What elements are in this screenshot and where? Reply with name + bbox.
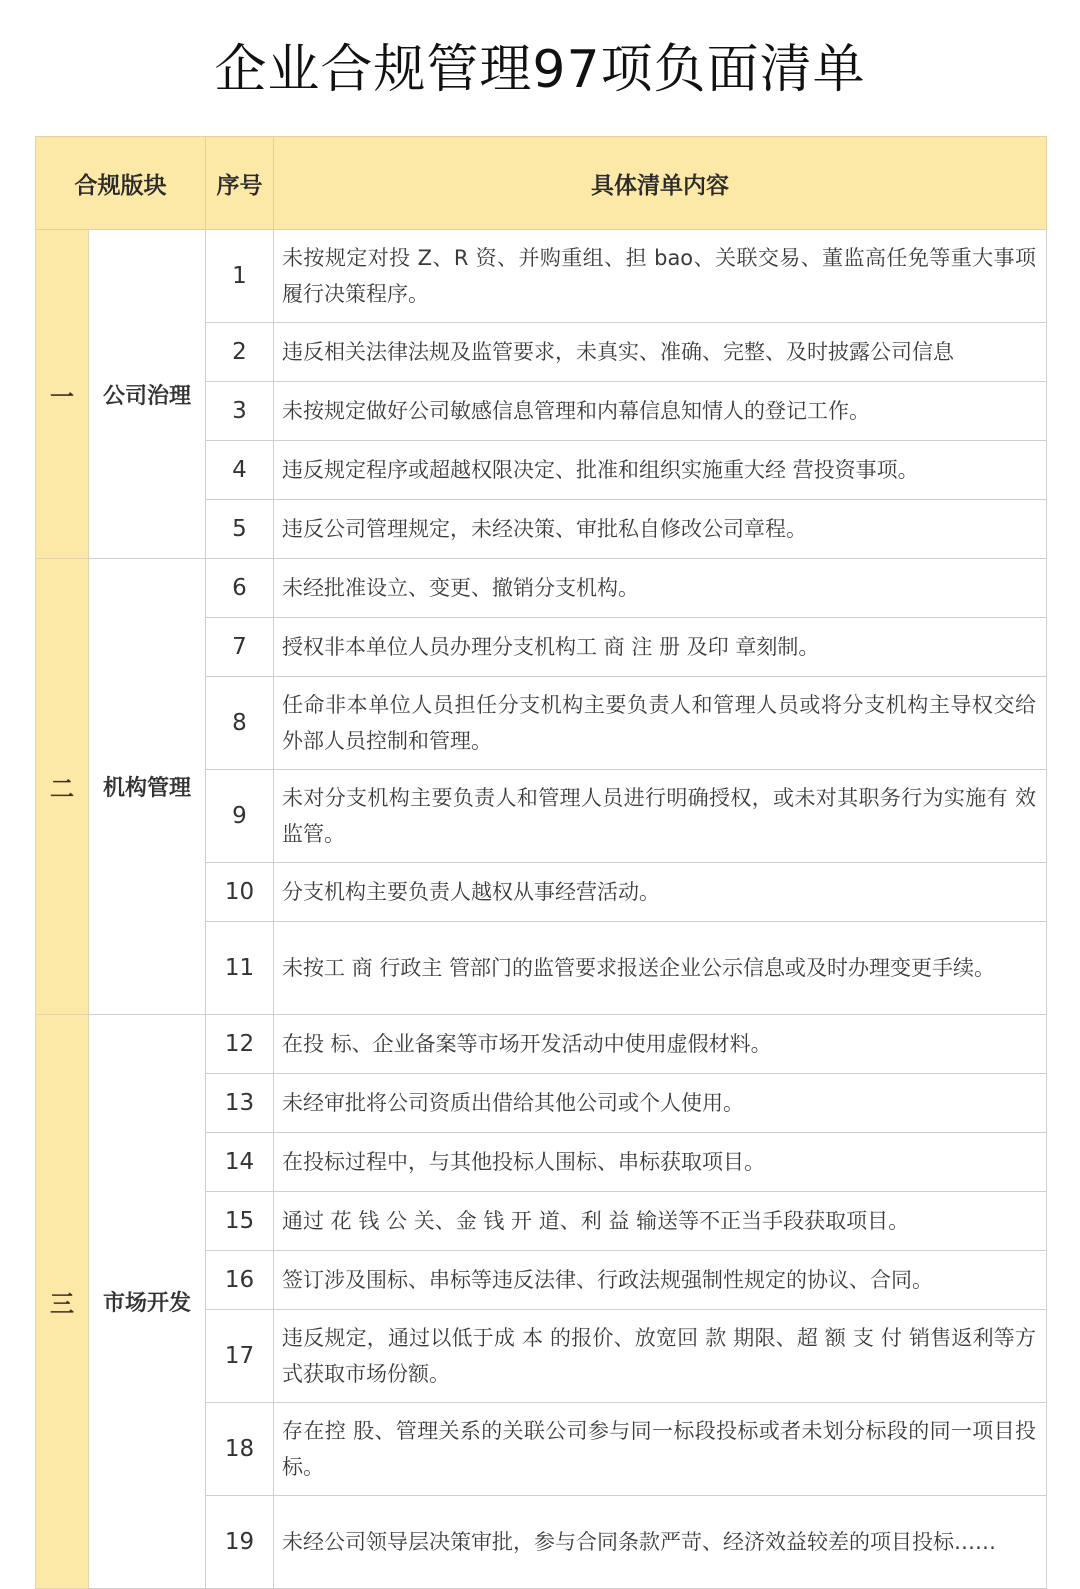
item-index: 9 — [206, 770, 274, 863]
header-section: 合规版块 — [36, 137, 206, 230]
item-content: 分支机构主要负责人越权从事经营活动。 — [274, 863, 1047, 922]
item-index: 3 — [206, 382, 274, 441]
item-content: 违反相关法律法规及监管要求，未真实、准确、完整、及时披露公司信息 — [274, 323, 1047, 382]
item-index: 13 — [206, 1074, 274, 1133]
item-content: 未经审批将公司资质出借给其他公司或个人使用。 — [274, 1074, 1047, 1133]
negative-list-table — [35, 136, 1047, 1589]
section-number: 三 — [36, 1015, 89, 1589]
item-content: 违反公司管理规定，未经决策、审批私自修改公司章程。 — [274, 500, 1047, 559]
table-row — [36, 230, 1047, 323]
item-content: 通过 花 钱 公 关、金 钱 开 道、利 益 输送等不正当手段获取项目。 — [274, 1192, 1047, 1251]
item-content: 未经批准设立、变更、撤销分支机构。 — [274, 559, 1047, 618]
item-content: 未经公司领导层决策审批，参与合同条款严苛、经济效益较差的项目投标…… — [274, 1496, 1047, 1589]
section-name: 机构管理 — [89, 559, 206, 1015]
table-row — [36, 559, 1047, 618]
item-content: 授权非本单位人员办理分支机构工 商 注 册 及印 章刻制。 — [274, 618, 1047, 677]
item-index: 19 — [206, 1496, 274, 1589]
header-content: 具体清单内容 — [274, 137, 1047, 230]
item-index: 5 — [206, 500, 274, 559]
item-content: 未按规定对投 Z、R 资、并购重组、担 bao、关联交易、董监高任免等重大事项履行决策程序。 — [274, 230, 1047, 323]
item-index: 2 — [206, 323, 274, 382]
item-index: 18 — [206, 1403, 274, 1496]
item-index: 1 — [206, 230, 274, 323]
item-index: 6 — [206, 559, 274, 618]
item-content: 未对分支机构主要负责人和管理人员进行明确授权，或未对其职务行为实施有 效 监管。 — [274, 770, 1047, 863]
section-name: 公司治理 — [89, 230, 206, 559]
item-index: 12 — [206, 1015, 274, 1074]
item-content: 未按工 商 行政主 管部门的监管要求报送企业公示信息或及时办理变更手续。 — [274, 922, 1047, 1015]
item-content: 违反规定程序或超越权限决定、批准和组织实施重大经 营投资事项。 — [274, 441, 1047, 500]
item-index: 16 — [206, 1251, 274, 1310]
item-content: 任命非本单位人员担任分支机构主要负责人和管理人员或将分支机构主导权交给外部人员控制和管理。 — [274, 677, 1047, 770]
item-index: 14 — [206, 1133, 274, 1192]
item-index: 10 — [206, 863, 274, 922]
item-content: 在投 标、企业备案等市场开发活动中使用虚假材料。 — [274, 1015, 1047, 1074]
item-index: 17 — [206, 1310, 274, 1403]
item-content: 存在控 股、管理关系的关联公司参与同一标段投标或者未划分标段的同一项目投标。 — [274, 1403, 1047, 1496]
item-index: 11 — [206, 922, 274, 1015]
table-row — [36, 1015, 1047, 1074]
item-content: 签订涉及围标、串标等违反法律、行政法规强制性规定的协议、合同。 — [274, 1251, 1047, 1310]
table-header-row — [36, 137, 1047, 230]
item-content: 未按规定做好公司敏感信息管理和内幕信息知情人的登记工作。 — [274, 382, 1047, 441]
item-index: 7 — [206, 618, 274, 677]
item-index: 15 — [206, 1192, 274, 1251]
section-name: 市场开发 — [89, 1015, 206, 1589]
item-content: 在投标过程中，与其他投标人围标、串标获取项目。 — [274, 1133, 1047, 1192]
page-title: 企业合规管理97项负面清单 — [214, 40, 866, 100]
section-number: 二 — [36, 559, 89, 1015]
header-index: 序号 — [206, 137, 274, 230]
section-number: 一 — [36, 230, 89, 559]
item-content: 违反规定，通过以低于成 本 的报价、放宽回 款 期限、超 额 支 付 销售返利等方式获取市场份额。 — [274, 1310, 1047, 1403]
item-index: 4 — [206, 441, 274, 500]
item-index: 8 — [206, 677, 274, 770]
